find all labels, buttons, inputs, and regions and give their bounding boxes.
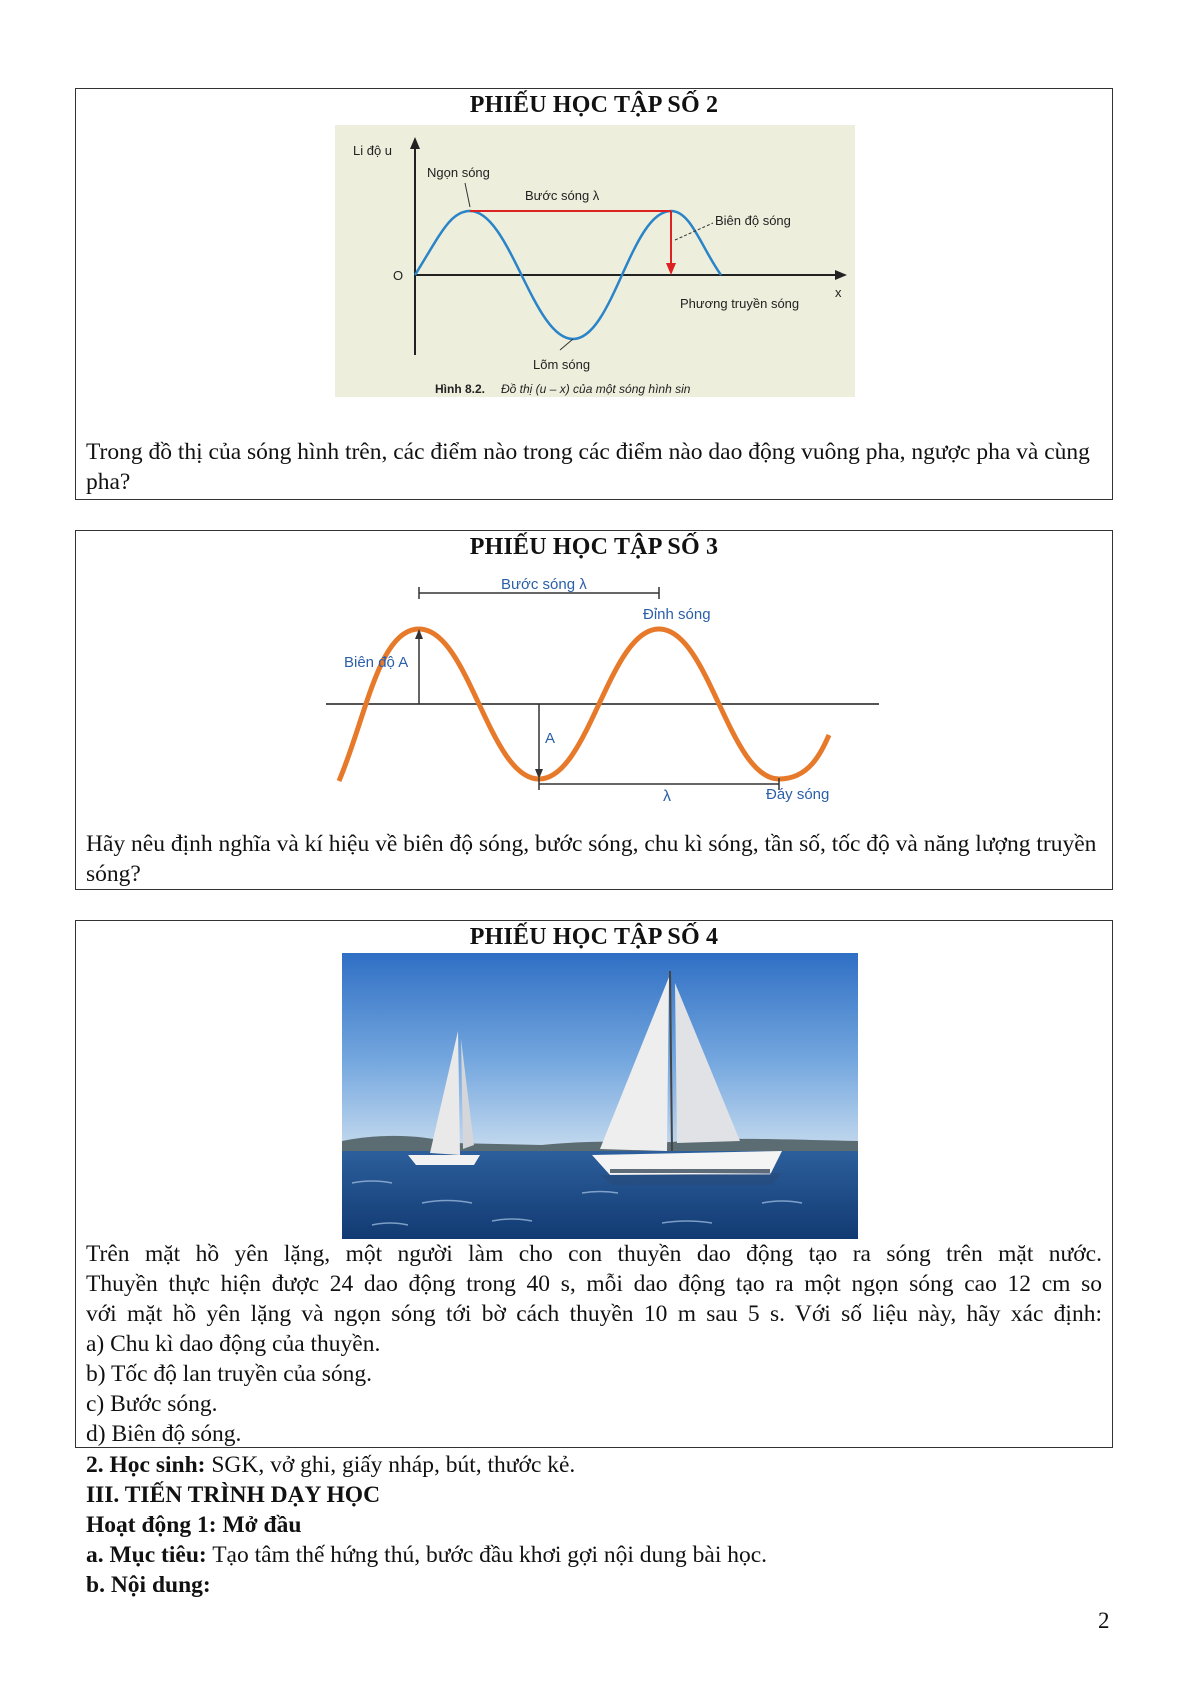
trough-label: Đáy sóng	[766, 786, 830, 803]
sailboat-photo	[342, 953, 858, 1239]
worksheet-4-title: PHIẾU HỌC TẬP SỐ 4	[469, 924, 719, 950]
problem-line-1: Trên mặt hồ yên lặng, một người làm cho con thuyền dao động tạo ra sóng trên mặt nước.	[86, 1241, 1102, 1267]
wave-graph-figure	[335, 125, 855, 397]
trough-label: Lõm sóng	[533, 357, 591, 372]
worksheet-3-question: Hãy nêu định nghĩa và kí hiệu về biên độ sóng, bước sóng, chu kì sóng, tần số, tốc độ và năng lượng truyền sóng?	[86, 831, 1097, 887]
amplitude-label: Biên độ sóng	[715, 213, 791, 228]
worksheet-3	[75, 530, 1113, 890]
goal-line	[86, 1540, 767, 1570]
wavelength-label: Bước sóng λ	[501, 576, 587, 593]
section-heading: III. TIẾN TRÌNH DẠY HỌC	[86, 1482, 381, 1508]
crest-label: Đỉnh sóng	[643, 606, 711, 623]
students-label: 2. Học sinh:	[86, 1452, 206, 1478]
lambda-label: λ	[663, 788, 671, 805]
a-label: A	[545, 730, 556, 747]
worksheet-2	[75, 88, 1113, 500]
worksheet-2-title: PHIẾU HỌC TẬP SỐ 2	[469, 92, 719, 118]
problem-item-b: b) Tốc độ lan truyền của sóng.	[86, 1361, 373, 1387]
problem-item-d: d) Biên độ sóng.	[86, 1421, 242, 1447]
problem-line-2: Thuyền thực hiện được 24 dao động trong 40 s, mỗi dao động tạo ra một ngọn sóng cao 12 cm so	[86, 1271, 1102, 1297]
page-number: 2	[1098, 1608, 1110, 1633]
wave-amplitude-figure	[321, 567, 881, 829]
amplitude-label: Biên độ A	[344, 654, 409, 671]
goal-text: Tạo tâm thế hứng thú, bước đầu khơi gợi nội dung bài học.	[206, 1542, 768, 1568]
activity-heading: Hoạt động 1: Mở đầu	[86, 1512, 302, 1538]
x-axis-label: x	[835, 285, 842, 300]
goal-label: a. Mục tiêu:	[86, 1542, 207, 1568]
y-axis-label: Li độ u	[353, 143, 393, 158]
worksheet-2-question: Trong đồ thị của sóng hình trên, các điểm nào trong các điểm nào dao động vuông pha, ngược pha và cùng pha?	[86, 439, 1090, 495]
crest-label: Ngọn sóng	[427, 165, 490, 180]
wavelength-label: Bước sóng λ	[525, 188, 600, 203]
content-label: b. Nội dung:	[86, 1572, 211, 1598]
worksheet-4-problem	[86, 1239, 1102, 1449]
worksheet-4	[75, 920, 1113, 1448]
problem-item-c: c) Bước sóng.	[86, 1391, 218, 1417]
worksheet-3-title: PHIẾU HỌC TẬP SỐ 3	[469, 534, 719, 560]
students-line	[86, 1450, 575, 1480]
students-text: SGK, vở ghi, giấy nháp, bút, thước kẻ.	[205, 1452, 576, 1478]
problem-item-a: a) Chu kì dao động của thuyền.	[86, 1331, 381, 1357]
direction-label: Phương truyền sóng	[680, 296, 800, 311]
problem-line-3: với mặt hồ yên lặng và ngọn sóng tới bờ cách thuyền 10 m sau 5 s. Với số liệu này, hãy xác định:	[86, 1301, 1102, 1327]
figure-caption-number: Hình 8.2.	[435, 382, 486, 396]
figure-caption-text: Đồ thị (u – x) của một sóng hình sin	[501, 382, 691, 396]
origin-label: O	[393, 268, 404, 283]
